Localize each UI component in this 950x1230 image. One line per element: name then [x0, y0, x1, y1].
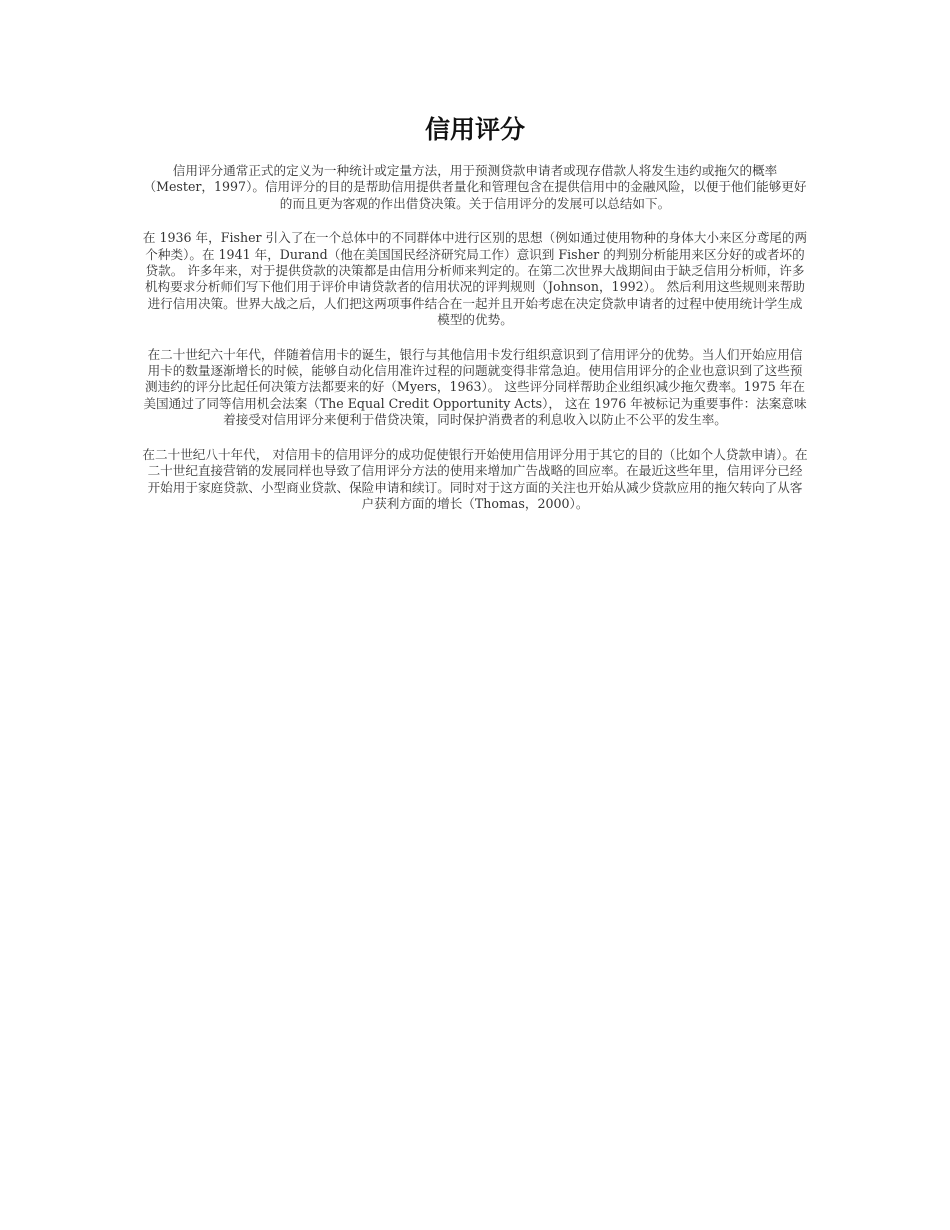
paragraph-definition: 信用评分通常正式的定义为一种统计或定量方法，用于预测贷款申请者或现存借款人将发生违约或拖欠的概率（Mester，1997）。信用评分的目的是帮助信用提供者量化和管理包含在提供信用中的金融风险，以便于他们能够更好的而且更为客观的作出借贷决策。关于信用评分的发展可以总结如下。 [143, 163, 807, 211]
paragraph-history-1930s-1940s: 在 1936 年，Fisher 引入了在一个总体中的不同群体中进行区别的思想（例如通过使用物种的身体大小来区分鸢尾的两个种类）。在 1941 年，Durand（他在美国国民经济研究局工作）意识到 Fisher 的判别分析能用来区分好的或者坏的贷款。 许多年来，对于提供贷款的决策都是由信用分析师来判定的。在第二次世界大战期间由于缺乏信用分析师，许多机构要求分析师们写下他们用于评价申请贷款者的信用状况的评判规则（Johnson，1992）。 然后利用这些规则来帮助进行信用决策。世界大战之后，人们把这两项事件结合在一起并且开始考虑在决定贷款申请者的过程中使用统计学生成模型的优势。 [142, 230, 808, 328]
paragraph-history-1980s-onward: 在二十世纪八十年代， 对信用卡的信用评分的成功促使银行开始使用信用评分用于其它的目的（比如个人贷款申请）。在二十世纪直接营销的发展同样也导致了信用评分方法的使用来增加广告战略的回应率。在最近这些年里，信用评分已经开始用于家庭贷款、小型商业贷款、保险申请和续订。同时对于这方面的关注也开始从减少贷款应用的拖欠转向了从客户获利方面的增长（Thomas，2000）。 [142, 446, 808, 511]
document-title: 信用评分 [424, 115, 525, 144]
document-body [142, 108, 808, 530]
paragraph-history-1960s-1970s: 在二十世纪六十年代，伴随着信用卡的诞生，银行与其他信用卡发行组织意识到了信用评分的优势。当人们开始应用信用卡的数量逐渐增长的时候，能够自动化信用准许过程的问题就变得非常急迫。使用信用评分的企业也意识到了这些预测违约的评分比起任何决策方法都要来的好（Myers，1963）。 这些评分同样帮助企业组织减少拖欠费率。1975 年在美国通过了同等信用机会法案（The Equal Credit Opportunity Acts）， 这在 1976 年被标记为重要事件：法案意味着接受对信用评分来便利于借贷决策，同时保护消费者的利息收入以防止不公平的发生率。 [143, 346, 807, 428]
